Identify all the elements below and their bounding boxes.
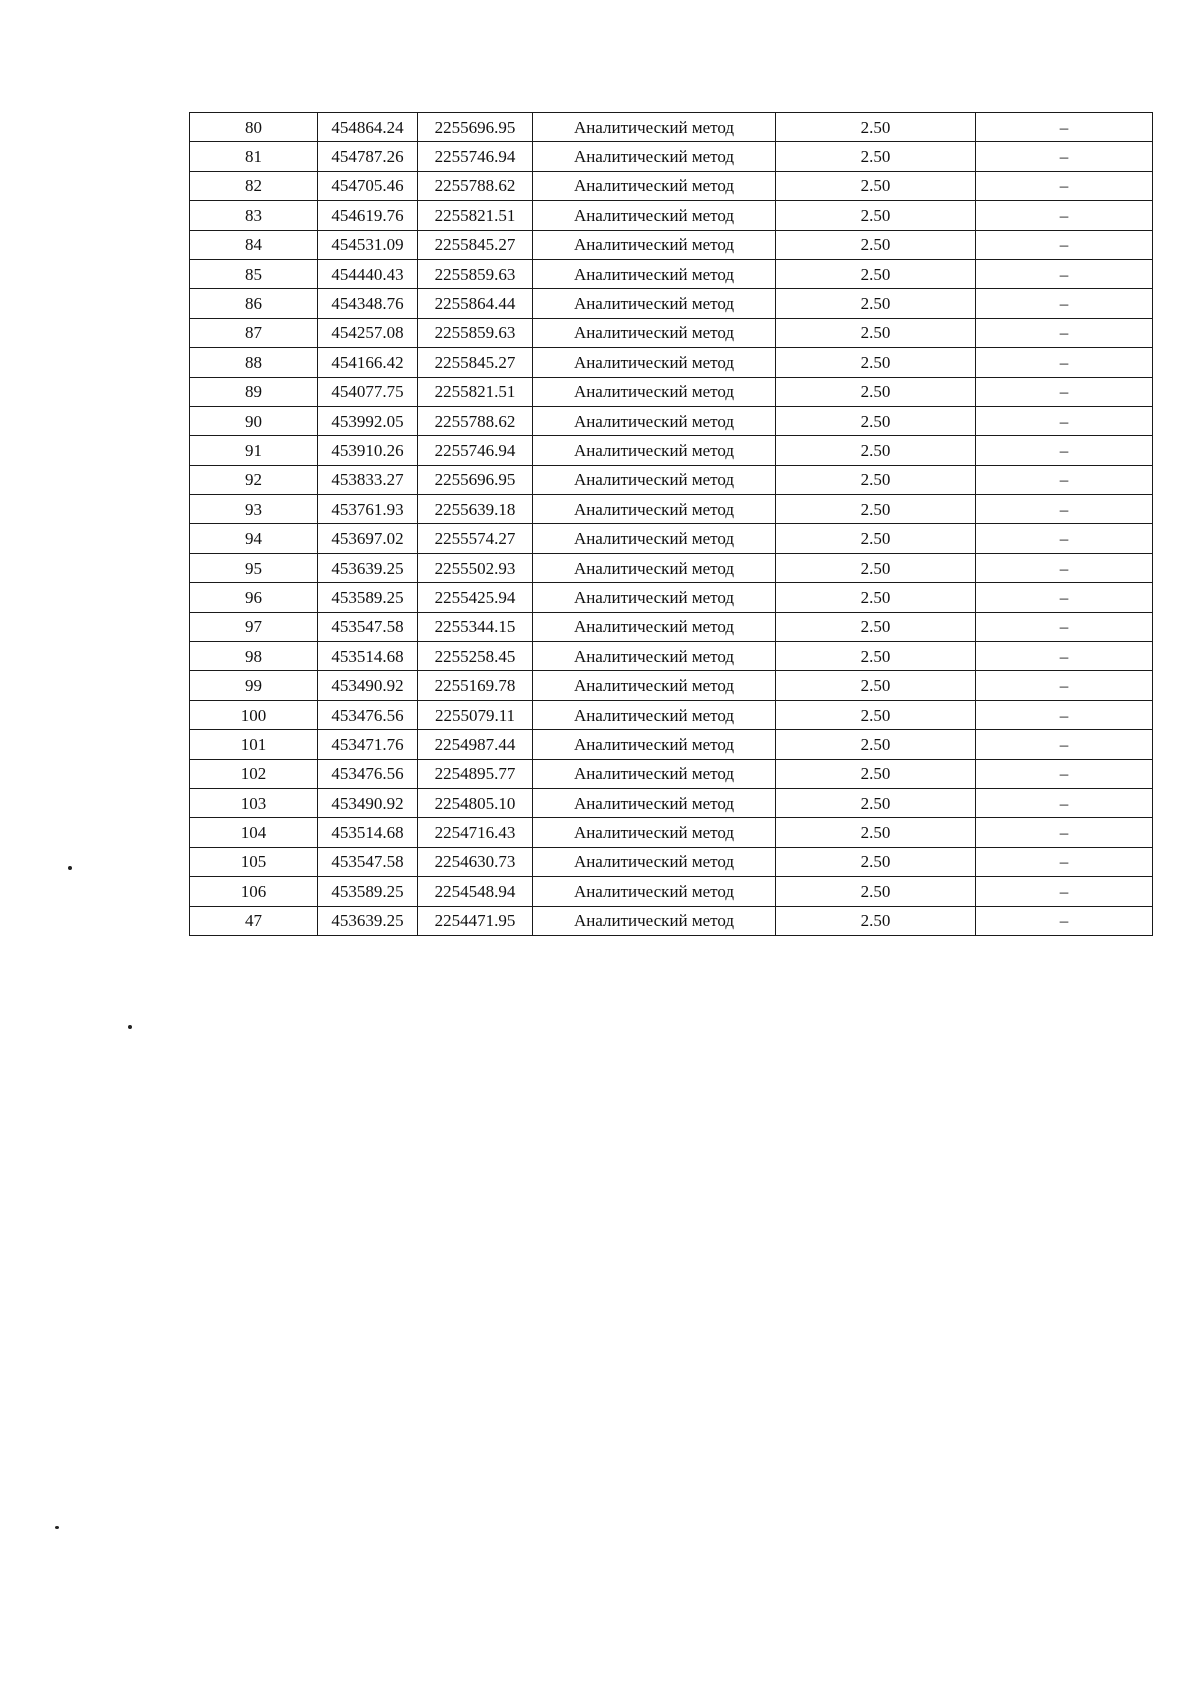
accuracy-cell: 2.50 xyxy=(776,142,976,171)
y-coordinate-cell: 2255821.51 xyxy=(418,377,533,406)
method-cell: Аналитический метод xyxy=(533,289,776,318)
x-coordinate-cell: 454077.75 xyxy=(318,377,418,406)
y-coordinate-cell: 2254716.43 xyxy=(418,818,533,847)
point-number-cell: 47 xyxy=(190,906,318,935)
x-coordinate-cell: 453910.26 xyxy=(318,436,418,465)
note-cell: – xyxy=(976,906,1153,935)
y-coordinate-cell: 2255258.45 xyxy=(418,642,533,671)
method-cell: Аналитический метод xyxy=(533,201,776,230)
x-coordinate-cell: 453490.92 xyxy=(318,671,418,700)
y-coordinate-cell: 2255859.63 xyxy=(418,259,533,288)
accuracy-cell: 2.50 xyxy=(776,847,976,876)
accuracy-cell: 2.50 xyxy=(776,730,976,759)
coordinates-table xyxy=(189,112,1153,936)
note-cell: – xyxy=(976,436,1153,465)
y-coordinate-cell: 2255425.94 xyxy=(418,583,533,612)
method-cell: Аналитический метод xyxy=(533,377,776,406)
accuracy-cell: 2.50 xyxy=(776,759,976,788)
x-coordinate-cell: 453639.25 xyxy=(318,906,418,935)
method-cell: Аналитический метод xyxy=(533,818,776,847)
method-cell: Аналитический метод xyxy=(533,436,776,465)
table-row xyxy=(190,113,1153,142)
note-cell: – xyxy=(976,113,1153,142)
method-cell: Аналитический метод xyxy=(533,759,776,788)
y-coordinate-cell: 2255696.95 xyxy=(418,465,533,494)
note-cell: – xyxy=(976,671,1153,700)
note-cell: – xyxy=(976,524,1153,553)
accuracy-cell: 2.50 xyxy=(776,642,976,671)
point-number-cell: 89 xyxy=(190,377,318,406)
y-coordinate-cell: 2254630.73 xyxy=(418,847,533,876)
accuracy-cell: 2.50 xyxy=(776,877,976,906)
x-coordinate-cell: 454619.76 xyxy=(318,201,418,230)
x-coordinate-cell: 453589.25 xyxy=(318,877,418,906)
accuracy-cell: 2.50 xyxy=(776,700,976,729)
method-cell: Аналитический метод xyxy=(533,847,776,876)
method-cell: Аналитический метод xyxy=(533,642,776,671)
table-row xyxy=(190,553,1153,582)
point-number-cell: 82 xyxy=(190,171,318,200)
note-cell: – xyxy=(976,553,1153,582)
note-cell: – xyxy=(976,788,1153,817)
method-cell: Аналитический метод xyxy=(533,524,776,553)
method-cell: Аналитический метод xyxy=(533,495,776,524)
y-coordinate-cell: 2255079.11 xyxy=(418,700,533,729)
y-coordinate-cell: 2255864.44 xyxy=(418,289,533,318)
y-coordinate-cell: 2254987.44 xyxy=(418,730,533,759)
note-cell: – xyxy=(976,289,1153,318)
method-cell: Аналитический метод xyxy=(533,583,776,612)
y-coordinate-cell: 2254805.10 xyxy=(418,788,533,817)
y-coordinate-cell: 2255859.63 xyxy=(418,318,533,347)
note-cell: – xyxy=(976,642,1153,671)
x-coordinate-cell: 453471.76 xyxy=(318,730,418,759)
point-number-cell: 85 xyxy=(190,259,318,288)
point-number-cell: 101 xyxy=(190,730,318,759)
x-coordinate-cell: 453833.27 xyxy=(318,465,418,494)
y-coordinate-cell: 2255344.15 xyxy=(418,612,533,641)
point-number-cell: 91 xyxy=(190,436,318,465)
y-coordinate-cell: 2254471.95 xyxy=(418,906,533,935)
x-coordinate-cell: 453639.25 xyxy=(318,553,418,582)
note-cell: – xyxy=(976,495,1153,524)
table-row xyxy=(190,700,1153,729)
y-coordinate-cell: 2255502.93 xyxy=(418,553,533,582)
note-cell: – xyxy=(976,406,1153,435)
y-coordinate-cell: 2254548.94 xyxy=(418,877,533,906)
point-number-cell: 98 xyxy=(190,642,318,671)
x-coordinate-cell: 454348.76 xyxy=(318,289,418,318)
accuracy-cell: 2.50 xyxy=(776,671,976,700)
table-row xyxy=(190,318,1153,347)
table-row xyxy=(190,847,1153,876)
table-row xyxy=(190,671,1153,700)
note-cell: – xyxy=(976,612,1153,641)
x-coordinate-cell: 454787.26 xyxy=(318,142,418,171)
x-coordinate-cell: 453589.25 xyxy=(318,583,418,612)
x-coordinate-cell: 453514.68 xyxy=(318,818,418,847)
note-cell: – xyxy=(976,730,1153,759)
table-row xyxy=(190,818,1153,847)
table-row xyxy=(190,612,1153,641)
table-row xyxy=(190,877,1153,906)
accuracy-cell: 2.50 xyxy=(776,553,976,582)
y-coordinate-cell: 2255845.27 xyxy=(418,348,533,377)
note-cell: – xyxy=(976,230,1153,259)
method-cell: Аналитический метод xyxy=(533,700,776,729)
point-number-cell: 94 xyxy=(190,524,318,553)
point-number-cell: 92 xyxy=(190,465,318,494)
accuracy-cell: 2.50 xyxy=(776,259,976,288)
y-coordinate-cell: 2254895.77 xyxy=(418,759,533,788)
point-number-cell: 103 xyxy=(190,788,318,817)
point-number-cell: 90 xyxy=(190,406,318,435)
table-row xyxy=(190,642,1153,671)
x-coordinate-cell: 453547.58 xyxy=(318,612,418,641)
x-coordinate-cell: 453476.56 xyxy=(318,700,418,729)
note-cell: – xyxy=(976,818,1153,847)
accuracy-cell: 2.50 xyxy=(776,318,976,347)
accuracy-cell: 2.50 xyxy=(776,348,976,377)
x-coordinate-cell: 453547.58 xyxy=(318,847,418,876)
x-coordinate-cell: 453476.56 xyxy=(318,759,418,788)
note-cell: – xyxy=(976,759,1153,788)
note-cell: – xyxy=(976,877,1153,906)
point-number-cell: 104 xyxy=(190,818,318,847)
accuracy-cell: 2.50 xyxy=(776,377,976,406)
table-row xyxy=(190,788,1153,817)
method-cell: Аналитический метод xyxy=(533,171,776,200)
table-row xyxy=(190,759,1153,788)
point-number-cell: 86 xyxy=(190,289,318,318)
y-coordinate-cell: 2255696.95 xyxy=(418,113,533,142)
y-coordinate-cell: 2255169.78 xyxy=(418,671,533,700)
accuracy-cell: 2.50 xyxy=(776,524,976,553)
point-number-cell: 87 xyxy=(190,318,318,347)
point-number-cell: 83 xyxy=(190,201,318,230)
x-coordinate-cell: 453490.92 xyxy=(318,788,418,817)
accuracy-cell: 2.50 xyxy=(776,583,976,612)
point-number-cell: 81 xyxy=(190,142,318,171)
note-cell: – xyxy=(976,318,1153,347)
x-coordinate-cell: 453992.05 xyxy=(318,406,418,435)
accuracy-cell: 2.50 xyxy=(776,465,976,494)
scan-speck xyxy=(55,1526,59,1529)
table-row xyxy=(190,436,1153,465)
note-cell: – xyxy=(976,201,1153,230)
x-coordinate-cell: 453761.93 xyxy=(318,495,418,524)
x-coordinate-cell: 454531.09 xyxy=(318,230,418,259)
table-row xyxy=(190,201,1153,230)
point-number-cell: 84 xyxy=(190,230,318,259)
table-row xyxy=(190,730,1153,759)
accuracy-cell: 2.50 xyxy=(776,495,976,524)
table-row xyxy=(190,906,1153,935)
method-cell: Аналитический метод xyxy=(533,877,776,906)
x-coordinate-cell: 454864.24 xyxy=(318,113,418,142)
accuracy-cell: 2.50 xyxy=(776,788,976,817)
method-cell: Аналитический метод xyxy=(533,553,776,582)
method-cell: Аналитический метод xyxy=(533,612,776,641)
note-cell: – xyxy=(976,847,1153,876)
note-cell: – xyxy=(976,377,1153,406)
accuracy-cell: 2.50 xyxy=(776,436,976,465)
note-cell: – xyxy=(976,583,1153,612)
note-cell: – xyxy=(976,700,1153,729)
note-cell: – xyxy=(976,465,1153,494)
method-cell: Аналитический метод xyxy=(533,142,776,171)
x-coordinate-cell: 454440.43 xyxy=(318,259,418,288)
table-row xyxy=(190,524,1153,553)
y-coordinate-cell: 2255574.27 xyxy=(418,524,533,553)
table-row xyxy=(190,583,1153,612)
method-cell: Аналитический метод xyxy=(533,348,776,377)
method-cell: Аналитический метод xyxy=(533,230,776,259)
y-coordinate-cell: 2255821.51 xyxy=(418,201,533,230)
scan-speck xyxy=(68,866,72,870)
method-cell: Аналитический метод xyxy=(533,788,776,817)
note-cell: – xyxy=(976,348,1153,377)
note-cell: – xyxy=(976,259,1153,288)
note-cell: – xyxy=(976,142,1153,171)
accuracy-cell: 2.50 xyxy=(776,113,976,142)
point-number-cell: 100 xyxy=(190,700,318,729)
x-coordinate-cell: 454257.08 xyxy=(318,318,418,347)
x-coordinate-cell: 453514.68 xyxy=(318,642,418,671)
accuracy-cell: 2.50 xyxy=(776,818,976,847)
scan-speck xyxy=(128,1025,132,1029)
table-row xyxy=(190,142,1153,171)
method-cell: Аналитический метод xyxy=(533,113,776,142)
y-coordinate-cell: 2255788.62 xyxy=(418,406,533,435)
point-number-cell: 96 xyxy=(190,583,318,612)
point-number-cell: 99 xyxy=(190,671,318,700)
accuracy-cell: 2.50 xyxy=(776,201,976,230)
table-row xyxy=(190,171,1153,200)
point-number-cell: 102 xyxy=(190,759,318,788)
table-row xyxy=(190,348,1153,377)
point-number-cell: 95 xyxy=(190,553,318,582)
accuracy-cell: 2.50 xyxy=(776,171,976,200)
table-row xyxy=(190,406,1153,435)
x-coordinate-cell: 454705.46 xyxy=(318,171,418,200)
accuracy-cell: 2.50 xyxy=(776,906,976,935)
method-cell: Аналитический метод xyxy=(533,465,776,494)
accuracy-cell: 2.50 xyxy=(776,612,976,641)
point-number-cell: 97 xyxy=(190,612,318,641)
method-cell: Аналитический метод xyxy=(533,318,776,347)
y-coordinate-cell: 2255746.94 xyxy=(418,436,533,465)
point-number-cell: 80 xyxy=(190,113,318,142)
point-number-cell: 106 xyxy=(190,877,318,906)
method-cell: Аналитический метод xyxy=(533,259,776,288)
accuracy-cell: 2.50 xyxy=(776,230,976,259)
y-coordinate-cell: 2255746.94 xyxy=(418,142,533,171)
table-row xyxy=(190,230,1153,259)
table-row xyxy=(190,495,1153,524)
x-coordinate-cell: 453697.02 xyxy=(318,524,418,553)
note-cell: – xyxy=(976,171,1153,200)
table-row xyxy=(190,259,1153,288)
point-number-cell: 93 xyxy=(190,495,318,524)
method-cell: Аналитический метод xyxy=(533,906,776,935)
accuracy-cell: 2.50 xyxy=(776,406,976,435)
method-cell: Аналитический метод xyxy=(533,730,776,759)
y-coordinate-cell: 2255788.62 xyxy=(418,171,533,200)
table-row xyxy=(190,377,1153,406)
table-row xyxy=(190,289,1153,318)
accuracy-cell: 2.50 xyxy=(776,289,976,318)
coordinates-table-body xyxy=(190,113,1153,936)
point-number-cell: 105 xyxy=(190,847,318,876)
method-cell: Аналитический метод xyxy=(533,671,776,700)
y-coordinate-cell: 2255639.18 xyxy=(418,495,533,524)
point-number-cell: 88 xyxy=(190,348,318,377)
x-coordinate-cell: 454166.42 xyxy=(318,348,418,377)
method-cell: Аналитический метод xyxy=(533,406,776,435)
y-coordinate-cell: 2255845.27 xyxy=(418,230,533,259)
table-row xyxy=(190,465,1153,494)
